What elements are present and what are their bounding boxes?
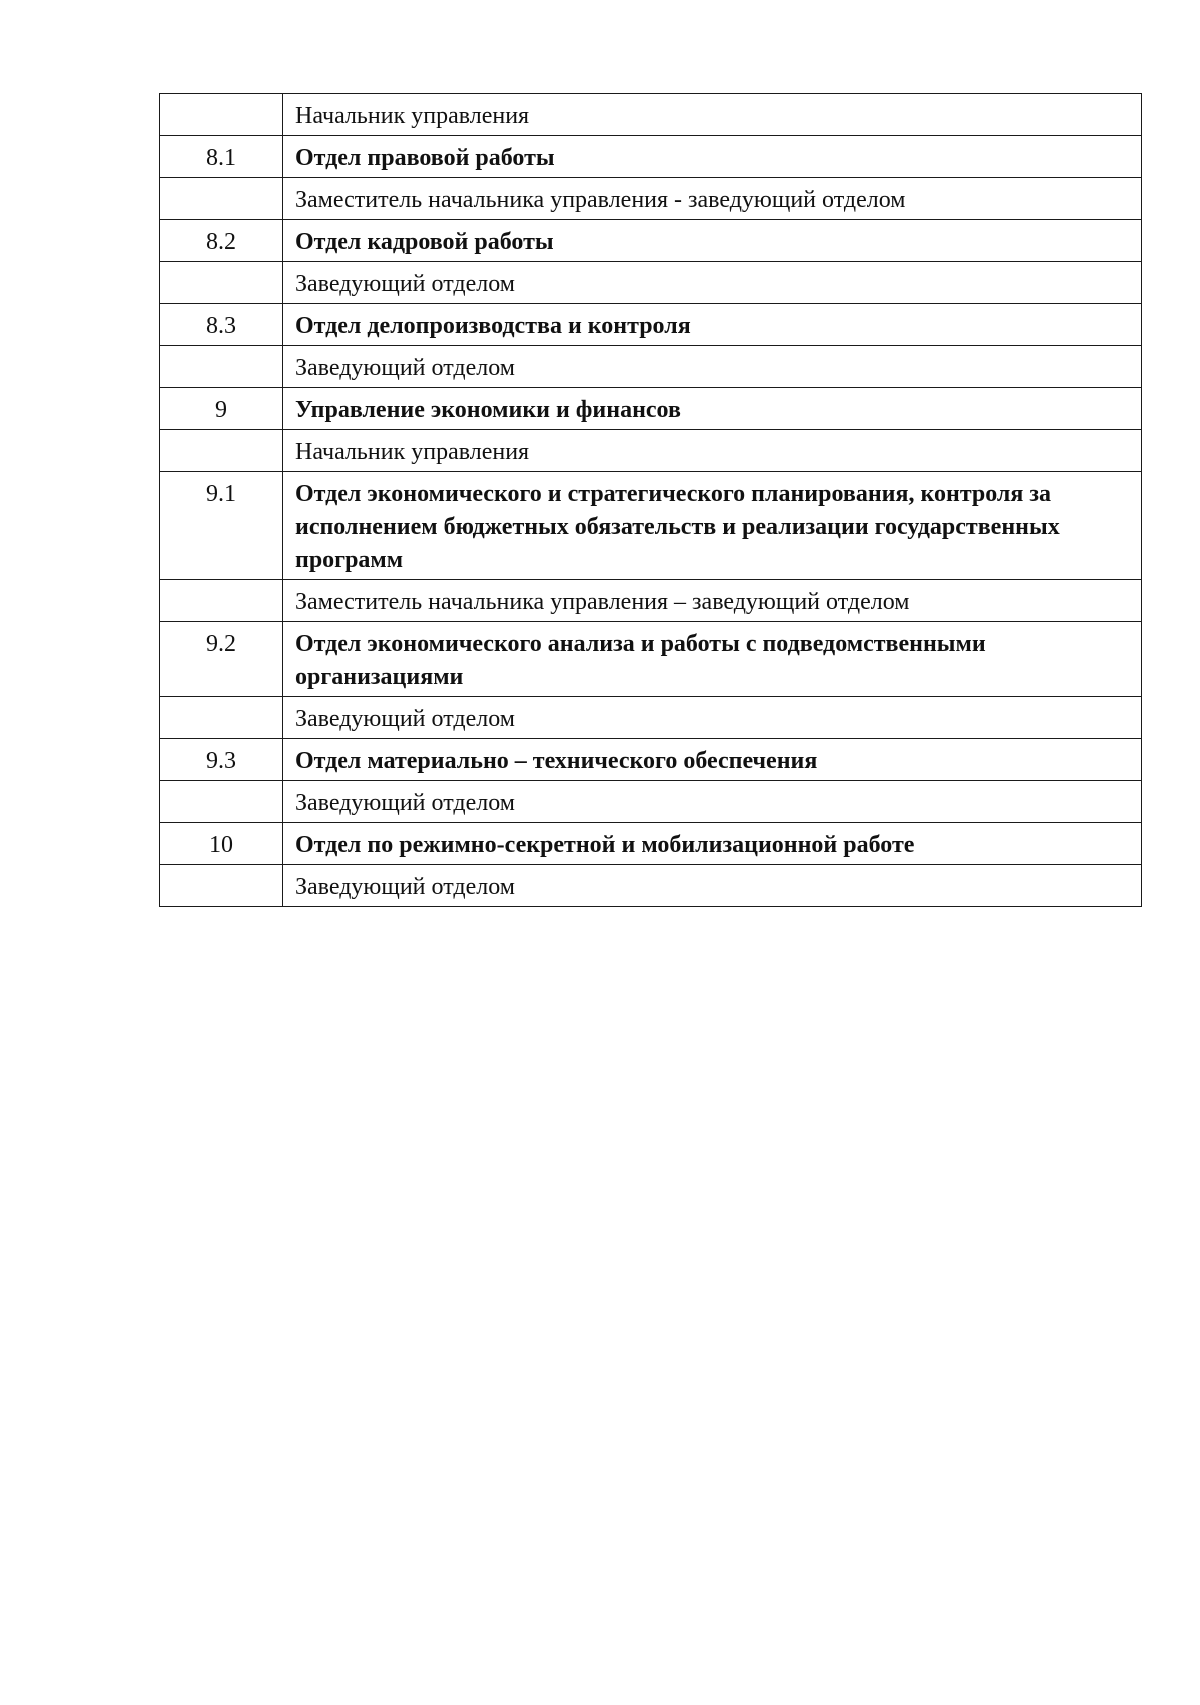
row-number xyxy=(160,178,283,220)
table-row xyxy=(160,781,1142,823)
row-number xyxy=(160,781,283,823)
table-row xyxy=(160,262,1142,304)
table-row xyxy=(160,697,1142,739)
department-title: Отдел экономического и стратегического планирования, контроля за исполнением бюджетных обязательств и реализации государственных программ xyxy=(283,472,1142,580)
department-title: Отдел правовой работы xyxy=(283,136,1142,178)
position-title: Заведующий отделом xyxy=(283,262,1142,304)
position-title: Заведующий отделом xyxy=(283,781,1142,823)
table-row xyxy=(160,136,1142,178)
department-title: Отдел материально – технического обеспечения xyxy=(283,739,1142,781)
table-row xyxy=(160,94,1142,136)
row-number: 8.1 xyxy=(160,136,283,178)
position-title: Заместитель начальника управления – заведующий отделом xyxy=(283,580,1142,622)
row-number xyxy=(160,697,283,739)
position-title: Начальник управления xyxy=(283,94,1142,136)
position-title: Заведующий отделом xyxy=(283,346,1142,388)
position-title: Заведующий отделом xyxy=(283,865,1142,907)
table-row xyxy=(160,178,1142,220)
department-title: Отдел экономического анализа и работы с подведомственными организациями xyxy=(283,622,1142,697)
department-title: Отдел делопроизводства и контроля xyxy=(283,304,1142,346)
row-number: 8.3 xyxy=(160,304,283,346)
table-row xyxy=(160,739,1142,781)
table-row xyxy=(160,622,1142,697)
department-title: Отдел кадровой работы xyxy=(283,220,1142,262)
table-row xyxy=(160,865,1142,907)
table-row xyxy=(160,304,1142,346)
table-row xyxy=(160,823,1142,865)
position-title: Заведующий отделом xyxy=(283,697,1142,739)
row-number: 9.2 xyxy=(160,622,283,697)
row-number xyxy=(160,865,283,907)
row-number: 9.3 xyxy=(160,739,283,781)
position-title: Заместитель начальника управления - заведующий отделом xyxy=(283,178,1142,220)
structure-table xyxy=(159,93,1142,907)
row-number: 8.2 xyxy=(160,220,283,262)
table-row xyxy=(160,220,1142,262)
table-row xyxy=(160,388,1142,430)
row-number: 10 xyxy=(160,823,283,865)
position-title: Начальник управления xyxy=(283,430,1142,472)
table-row xyxy=(160,430,1142,472)
table-row xyxy=(160,580,1142,622)
row-number: 9 xyxy=(160,388,283,430)
row-number: 9.1 xyxy=(160,472,283,580)
row-number xyxy=(160,430,283,472)
row-number xyxy=(160,262,283,304)
row-number xyxy=(160,94,283,136)
row-number xyxy=(160,580,283,622)
table-row xyxy=(160,346,1142,388)
department-title: Отдел по режимно-секретной и мобилизационной работе xyxy=(283,823,1142,865)
row-number xyxy=(160,346,283,388)
table-row xyxy=(160,472,1142,580)
department-title: Управление экономики и финансов xyxy=(283,388,1142,430)
